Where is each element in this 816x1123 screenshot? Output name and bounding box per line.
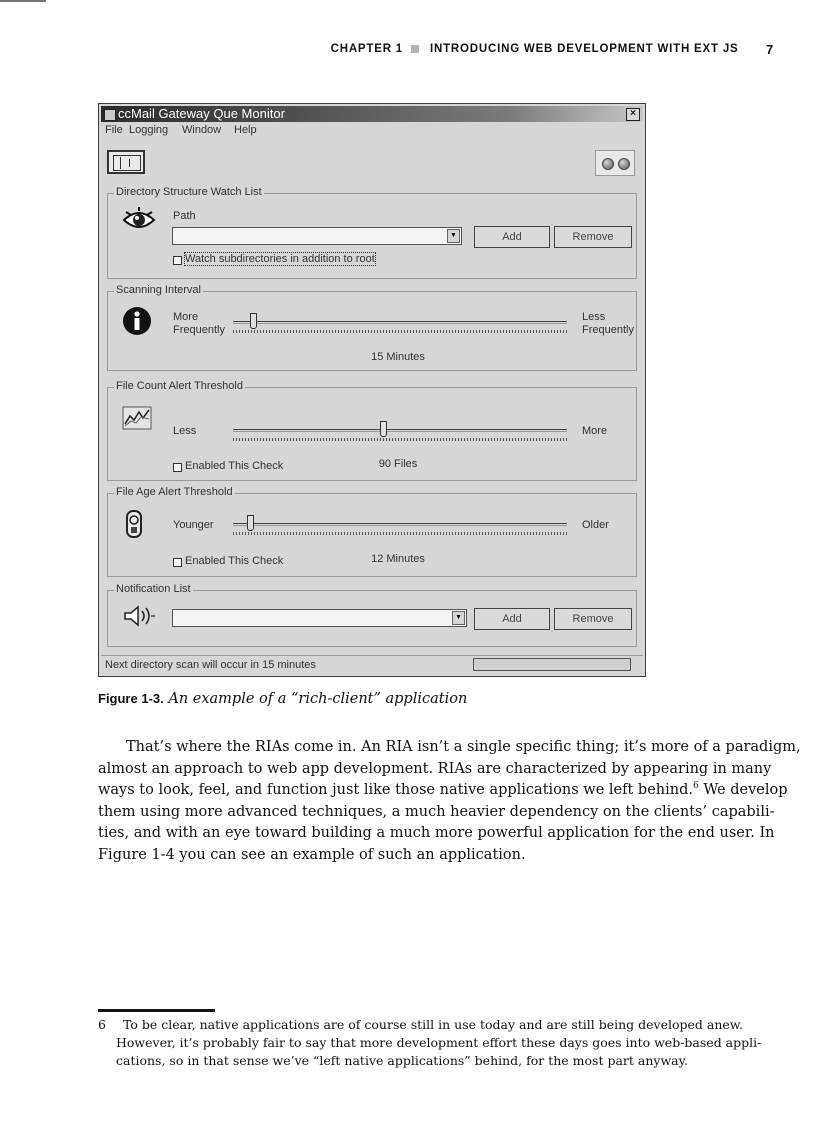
file-age-slider-track[interactable]	[233, 523, 567, 524]
footnote-line: cations, so in that sense we’ve “left native applications” behind, for the most part anyway.	[116, 1053, 688, 1068]
monitor-toggle-icon[interactable]	[107, 150, 145, 174]
remove-notification-button[interactable]: Remove	[554, 608, 632, 630]
menu-logging[interactable]: Logging	[129, 124, 169, 136]
scanning-slider-thumb[interactable]	[250, 313, 257, 329]
chapter-label: CHAPTER 1	[330, 43, 403, 55]
body-line: almost an approach to web app development. RIAs are characterized by appearing in many	[98, 761, 772, 777]
directory-watch-group	[107, 186, 637, 279]
dropdown-arrow-icon[interactable]: ▼	[452, 611, 465, 625]
footnote-reference[interactable]: 6	[692, 781, 699, 792]
page-number: 7	[766, 42, 775, 57]
file-age-value: 12 Minutes	[371, 553, 425, 565]
title-bar	[101, 106, 643, 122]
notification-group	[107, 583, 637, 647]
body-line	[98, 780, 788, 802]
group-title: Directory Structure Watch List	[116, 186, 262, 198]
file-count-value: 90 Files	[378, 458, 418, 470]
menu-help[interactable]: Help	[234, 124, 257, 136]
eye-icon	[122, 206, 156, 234]
body-line-text: We develop	[698, 782, 788, 798]
status-lights	[595, 150, 635, 176]
body-line: them using more advanced techniques, a much heavier dependency on the clients’ capabili-	[98, 804, 775, 820]
chart-icon	[122, 406, 152, 430]
separator-square-icon	[411, 45, 419, 53]
window-title: ccMail Gateway Que Monitor	[118, 106, 285, 121]
footnote-number: 6	[98, 1017, 106, 1032]
file-count-group	[107, 380, 637, 481]
footnote-line: However, it’s probably fair to say that more development effort these days goes into web-based appli-	[116, 1035, 762, 1050]
status-bar	[101, 655, 643, 674]
figure-caption-text: An example of a “rich-client” application	[168, 691, 468, 707]
group-title: Notification List	[116, 583, 191, 595]
scanning-value: 15 Minutes	[371, 351, 425, 363]
less-label: Less	[173, 425, 197, 437]
menu-bar	[101, 122, 643, 138]
file-count-enabled-checkbox[interactable]	[173, 463, 182, 472]
scanning-slider-track[interactable]	[233, 321, 567, 322]
more-label: More	[173, 311, 199, 323]
body-line: ties, and with an eye toward building a much more powerful application for the end user. In	[98, 825, 775, 841]
notification-dropdown[interactable]	[172, 609, 467, 627]
body-line: Figure 1-4 you can see an example of such an application.	[98, 847, 526, 863]
more-label: More	[582, 425, 608, 437]
chapter-title: INTRODUCING WEB DEVELOPMENT WITH EXT JS	[430, 43, 739, 55]
add-path-button[interactable]: Add	[474, 226, 550, 248]
path-label: Path	[173, 210, 196, 222]
footnote-line: To be clear, native applications are of course still in use today and are still being developed anew.	[123, 1017, 743, 1032]
info-icon	[122, 306, 152, 336]
body-line-text: ways to look, feel, and function just like those native applications we left behind.	[98, 782, 693, 798]
file-count-slider-thumb[interactable]	[380, 421, 387, 437]
less-label: Less	[582, 311, 606, 323]
group-title: File Count Alert Threshold	[116, 380, 243, 392]
status-text: Next directory scan will occur in 15 minutes	[105, 659, 316, 671]
status-panel	[473, 658, 631, 671]
watch-subdirectories-label[interactable]: Watch subdirectories in addition to root	[185, 253, 375, 265]
frequently-label: Frequently	[173, 324, 225, 336]
slider-ticks	[233, 438, 567, 441]
file-age-group	[107, 486, 637, 577]
slider-ticks	[233, 532, 567, 535]
page-corner-mark	[0, 0, 46, 2]
status-light-icon	[602, 158, 614, 170]
figure-caption	[98, 691, 467, 707]
group-title: Scanning Interval	[116, 284, 201, 296]
status-light-icon	[618, 158, 630, 170]
app-icon	[104, 109, 116, 121]
remove-path-button[interactable]: Remove	[554, 226, 632, 248]
group-title: File Age Alert Threshold	[116, 486, 233, 498]
scanning-interval-group	[107, 284, 637, 371]
frequently-right-label: Frequently	[582, 324, 634, 336]
add-notification-button[interactable]: Add	[474, 608, 550, 630]
file-age-enabled-label[interactable]: Enabled This Check	[185, 555, 284, 567]
close-button[interactable]: ×	[626, 108, 640, 121]
footnote-rule	[98, 1009, 215, 1012]
app-window-screenshot	[98, 103, 646, 677]
slider-ticks	[233, 330, 567, 333]
file-age-slider-thumb[interactable]	[247, 515, 254, 531]
menu-window[interactable]: Window	[182, 124, 222, 136]
file-count-slider-track[interactable]	[233, 429, 567, 430]
figure-label: Figure 1-3.	[98, 691, 164, 706]
watch-subdirectories-checkbox[interactable]	[173, 256, 182, 265]
file-age-enabled-checkbox[interactable]	[173, 558, 182, 567]
older-label: Older	[582, 519, 609, 531]
dropdown-arrow-icon[interactable]: ▼	[447, 229, 460, 243]
body-line: That’s where the RIAs come in. An RIA isn’t a single specific thing; it’s more of a paradigm,	[126, 739, 801, 755]
path-dropdown[interactable]	[172, 227, 462, 245]
timer-icon	[126, 510, 142, 538]
younger-label: Younger	[173, 519, 214, 531]
menu-file[interactable]: File	[105, 124, 123, 136]
running-header	[0, 41, 816, 59]
file-count-enabled-label[interactable]: Enabled This Check	[185, 460, 284, 472]
speaker-icon	[122, 605, 156, 627]
